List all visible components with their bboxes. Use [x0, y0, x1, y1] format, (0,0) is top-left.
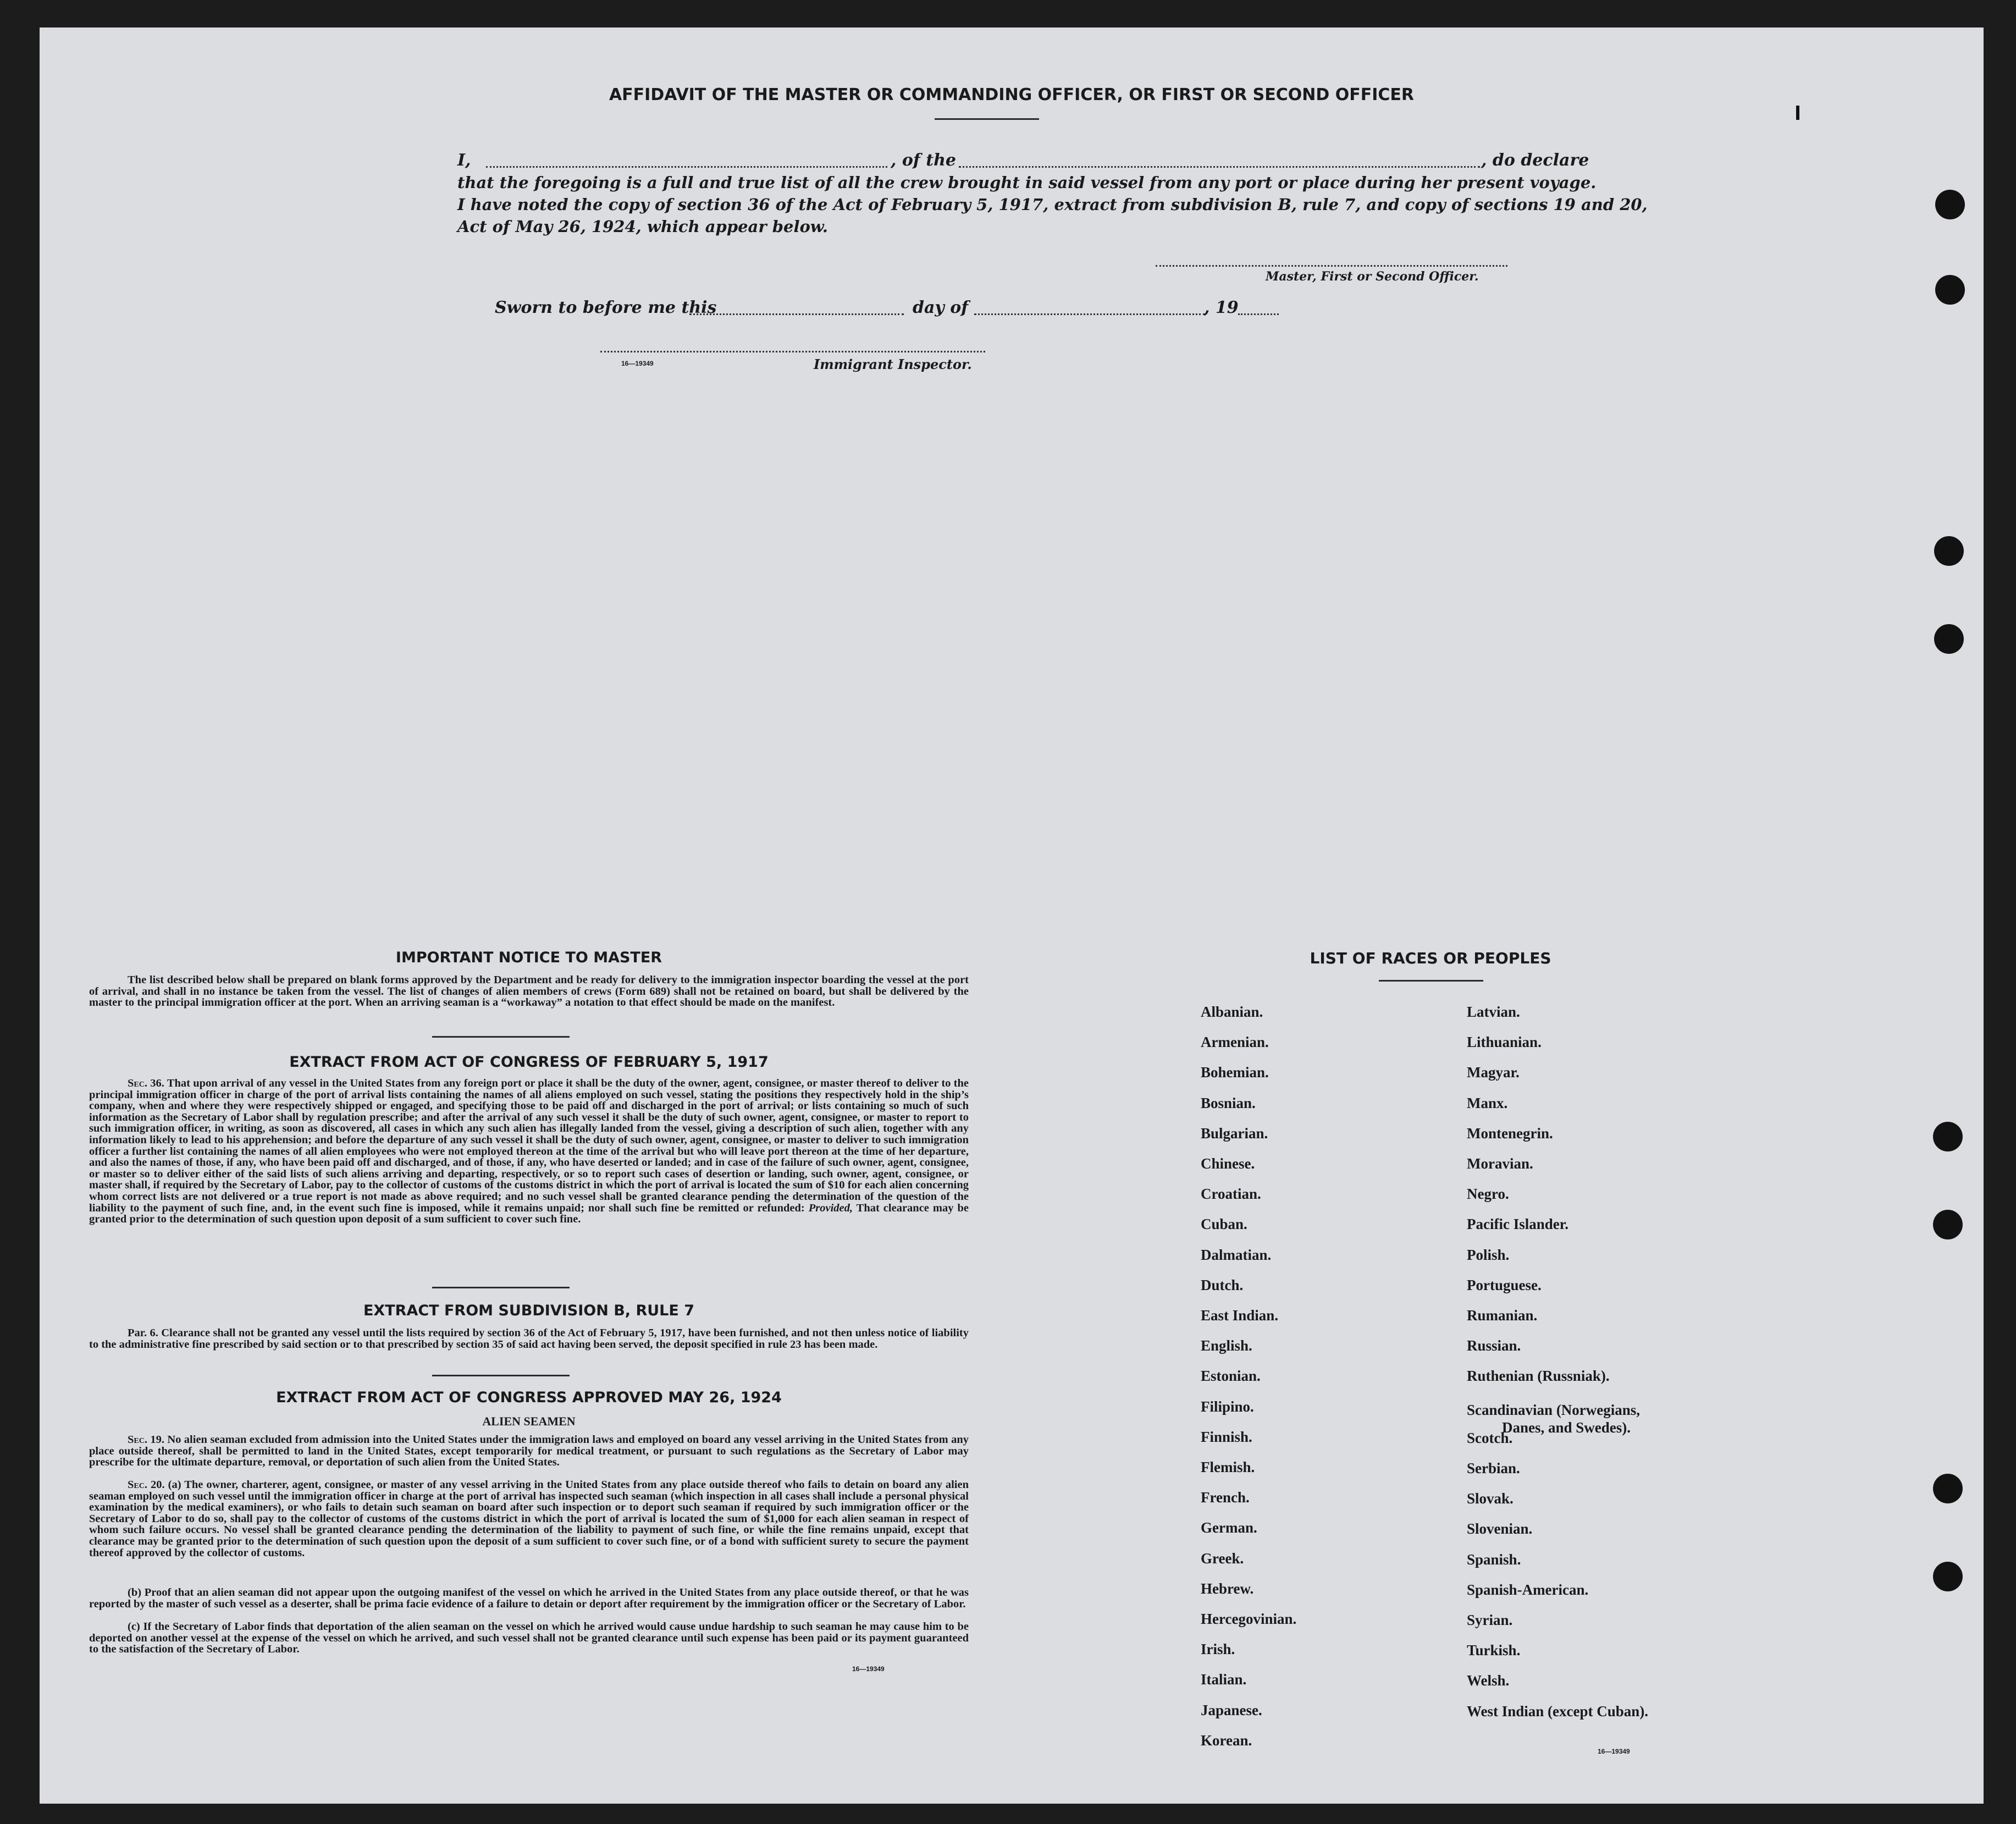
- race-item: Bosnian.: [1201, 1094, 1256, 1111]
- extract-rule7-title: EXTRACT FROM SUBDIVISION B, RULE 7: [363, 1302, 695, 1319]
- sec-19-body: No alien seaman excluded from admission into the United States under the immigration laws and employed on board any vessel arriving in the United States from any place outside thereof, shall be permitted to land in the United States, except temporarily for medical treatment, or pursuant to such regulations as the Secretary of Labor may prescribe for the ultimate departure, removal, or deportation of such alien from the United States.: [89, 1434, 969, 1469]
- do-declare-label: , do declare: [1481, 151, 1589, 170]
- divider-3: [432, 1375, 570, 1376]
- declaration-line-4: Act of May 26, 1924, which appear below.: [457, 217, 828, 236]
- binder-hole: [1934, 624, 1964, 654]
- sec-19-text: [89, 1434, 969, 1468]
- extract-form-number: 16—19349: [852, 1665, 885, 1673]
- day-of-label: day of: [913, 298, 969, 317]
- sworn-day-blank[interactable]: [689, 313, 904, 315]
- race-item: Scandinavian (Norwegians,: [1467, 1401, 1641, 1418]
- race-item: Scotch.: [1467, 1429, 1513, 1446]
- race-item: West Indian (except Cuban).: [1467, 1702, 1649, 1720]
- inspector-signature-blank[interactable]: [600, 351, 985, 352]
- race-item: Flemish.: [1201, 1459, 1255, 1475]
- of-the-label: , of the: [891, 151, 957, 170]
- race-item: Bohemian.: [1201, 1064, 1269, 1081]
- proviso-text: That clearance may be granted prior to the determination of such question upon deposit of a sum sufficient to cover such fine.: [89, 1202, 969, 1226]
- race-item: Italian.: [1201, 1671, 1247, 1688]
- declaration-line-2: that the foregoing is a full and true list of all the crew brought in said vessel from any port or place during her present voyage.: [457, 173, 1597, 192]
- title-underline: [935, 118, 1039, 120]
- sworn-label: Sworn to before me this: [495, 298, 717, 317]
- race-item: Armenian.: [1201, 1034, 1269, 1051]
- divider-1: [432, 1036, 570, 1038]
- race-item: Bulgarian.: [1201, 1125, 1268, 1142]
- race-item: Greek.: [1201, 1550, 1244, 1567]
- race-item: Dalmatian.: [1201, 1246, 1272, 1263]
- race-item: Portuguese.: [1467, 1276, 1542, 1293]
- notice-text: The list described below shall be prepared on blank forms approved by the Department and be ready for delivery to the immigration inspector boarding the vessel at the port of arrival, and shall in no instance be taken from the vessel. The list of changes of alien members of crews (Form 689) shall not be retained on board, but shall be delivered by the master to the principal immigration officer at the port. When an arriving seaman is a “workaway” a notation to that effect should be made on the manifest.: [89, 974, 969, 1009]
- sec-36-body: That upon arrival of any vessel in the United States from any foreign port or place it shall be the duty of the owner, agent, consignee, or master thereof to deliver to the principal immigration officer in charge of the port of arrival lists containing the names of all aliens employed on such vessel, stating the positions they respectively hold in the ship’s company, when and where they were respectively shipped or engaged, and specifying those to be paid off and discharged in the port of arrival; or lists containing so much of such information as the Secretary of Labor shall by regulation prescribe; and after the arrival of any such vessel it shall be the duty of such owner, agent, consignee, or master to report to such immigration officer, in writing, as soon as discovered, all cases in which any such alien has illegally landed from the vessel, giving a description of such alien, together with any information likely to lead to his apprehension; and before the departure of any such vessel it shall be the duty of such owner, agent, consignee, or master to deliver to such immigration officer a further list containing the names of all alien employees who were not employed thereon at the time of the arrival but who will leave port thereon at the time of her departure, and also the names of those, if any, who have been paid off and discharged, and of those, if any, who have deserted or landed; and in case of the failure of such owner, agent, consignee, or master so to deliver either of the said lists of such aliens arriving and departing, respectively, or so to report such cases of desertion or landing, such owner, agent, consignee, or master shall, if required by the Secretary of Labor, pay to the collector of customs of the customs district in which the port of arrival is located the sum of $10 for each alien concerning whom correct lists are not delivered or a true report is not made as above required; and no such vessel shall be granted clearance pending the determination of the question of the liability to the payment of such fine, and, in the event such fine is imposed, while it remains unpaid; nor shall such fine be remitted or refunded:: [89, 1077, 969, 1214]
- sec-20a-text: [89, 1479, 969, 1558]
- alien-seamen-subtitle: ALIEN SEAMEN: [482, 1414, 576, 1428]
- declaration-line-3: I have noted the copy of section 36 of the Act of February 5, 1917, extract from subdivision B, rule 7, and copy of sections 19 and 20,: [457, 195, 1648, 214]
- race-item: Korean.: [1201, 1732, 1252, 1749]
- race-item: Pacific Islander.: [1467, 1216, 1568, 1233]
- race-item: French.: [1201, 1489, 1250, 1506]
- extract-1917-text: [89, 1078, 969, 1225]
- signature-label: Master, First or Second Officer.: [1266, 269, 1479, 284]
- race-item: Russian.: [1467, 1337, 1521, 1354]
- binder-hole: [1935, 190, 1965, 219]
- race-item: Latvian.: [1467, 1004, 1520, 1020]
- sec-20b-text: (b) Proof that an alien seaman did not appear upon the outgoing manifest of the vessel on which he arrived in the United States from any place outside thereof, or that he was reported by the master of such vessel as a deserter, shall be prima facie evidence of a failure to detain or deport after requirement by the immigration officer or the Secretary of Labor.: [89, 1586, 969, 1610]
- declaration-i: I,: [457, 151, 471, 170]
- affidavit-title: AFFIDAVIT OF THE MASTER OR COMMANDING OFFICER, OR FIRST OR SECOND OFFICER: [609, 85, 1415, 104]
- race-item: Lithuanian.: [1467, 1034, 1542, 1051]
- sec-20c-text: (c) If the Secretary of Labor finds that deportation of the alien seaman on the vessel on which he arrived would cause undue hardship to such seaman he may cause him to be deported on another vessel at the expense of the vessel on which he arrived, and such vessel shall not be granted clearance until such expense has been paid or its payment guaranteed to the satisfaction of the Secretary of Labor.: [89, 1621, 969, 1656]
- binder-hole: [1935, 275, 1965, 305]
- race-item: Montenegrin.: [1467, 1125, 1553, 1142]
- sec-19-label: Sec. 19.: [128, 1434, 164, 1446]
- race-item: Syrian.: [1467, 1612, 1513, 1628]
- race-item: English.: [1201, 1337, 1252, 1354]
- notice-title: IMPORTANT NOTICE TO MASTER: [395, 949, 662, 966]
- proviso-label: Provided,: [808, 1202, 853, 1214]
- race-item: Estonian.: [1201, 1368, 1261, 1385]
- race-item: Cuban.: [1201, 1216, 1247, 1233]
- binder-hole: [1933, 1562, 1963, 1591]
- race-item: Manx.: [1467, 1094, 1508, 1111]
- name-blank[interactable]: [486, 166, 887, 168]
- race-item: Hebrew.: [1201, 1580, 1254, 1597]
- race-item: East Indian.: [1201, 1307, 1279, 1324]
- race-item: Welsh.: [1467, 1672, 1510, 1689]
- race-item: Finnish.: [1201, 1428, 1252, 1445]
- race-item: Ruthenian (Russniak).: [1467, 1368, 1610, 1385]
- race-item: Hercegovinian.: [1201, 1611, 1297, 1627]
- race-item: Chinese.: [1201, 1155, 1255, 1172]
- sworn-year-blank[interactable]: [1238, 313, 1279, 315]
- affidavit-form-number: 16—19349: [621, 360, 654, 367]
- race-item: Spanish.: [1467, 1551, 1521, 1568]
- race-item: Serbian.: [1467, 1460, 1520, 1476]
- race-item: Rumanian.: [1467, 1307, 1538, 1324]
- race-item: Japanese.: [1201, 1701, 1262, 1718]
- signature-blank[interactable]: [1156, 265, 1507, 267]
- inspector-label: Immigrant Inspector.: [814, 356, 972, 372]
- races-title: LIST OF RACES OR PEOPLES: [1310, 949, 1551, 967]
- race-item: Polish.: [1467, 1246, 1510, 1263]
- race-item: Slovenian.: [1467, 1520, 1533, 1538]
- binder-hole: [1933, 1210, 1963, 1239]
- race-item: Moravian.: [1467, 1155, 1533, 1172]
- binder-hole: [1933, 1474, 1963, 1503]
- divider-2: [432, 1287, 570, 1288]
- race-item: Irish.: [1201, 1641, 1235, 1658]
- race-item: Albanian.: [1201, 1004, 1263, 1020]
- edge-mark: [1796, 106, 1799, 120]
- extract-1917-title: EXTRACT FROM ACT OF CONGRESS OF FEBRUARY 5, 1917: [289, 1054, 769, 1071]
- sec-20a-body: (a) The owner, charterer, agent, consignee, or master of any vessel arriving in the United States from any place outside thereof who fails to detain on board any alien seaman employed on such vessel until the immigration officer in charge at the port of arrival has inspected such seaman (which inspection in all cases shall include a personal physical examination by the medical examiners), or who fails to detain such seaman on board after such inspection or to deport such seaman if required by such immigration officer or the Secretary of Labor to do so, shall pay to the collector of customs of the customs district in which the port of arrival is located the sum of $1,000 for each alien seaman in respect of whom such failure occurs. No vessel shall be granted clearance pending the determination of the liability to payment of such fine, or while the fine remains unpaid, except that clearance may be granted prior to the determination of such question upon the deposit of a sum sufficient to cover such fine, or of a bond with sufficient surety to secure the payment thereof approved by the collector of customs.: [89, 1479, 969, 1559]
- sec-36-label: Sec. 36.: [128, 1077, 164, 1089]
- race-item: Croatian.: [1201, 1186, 1261, 1203]
- extract-1924-title: EXTRACT FROM ACT OF CONGRESS APPROVED MAY 26, 1924: [276, 1389, 782, 1406]
- race-item: Dutch.: [1201, 1276, 1244, 1293]
- year-label: , 19: [1204, 298, 1239, 317]
- sworn-month-blank[interactable]: [974, 313, 1205, 315]
- race-item: Danes, and Swedes).: [1502, 1419, 1631, 1436]
- race-item: Negro.: [1467, 1186, 1509, 1203]
- sec-20-label: Sec. 20.: [128, 1479, 165, 1491]
- form-page: [40, 27, 1984, 1804]
- race-item: Magyar.: [1467, 1064, 1520, 1081]
- race-item: Turkish.: [1467, 1642, 1521, 1659]
- binder-hole: [1933, 1122, 1963, 1151]
- races-underline: [1379, 980, 1483, 982]
- vessel-blank[interactable]: [959, 166, 1480, 168]
- race-item: Slovak.: [1467, 1490, 1514, 1507]
- binder-hole: [1934, 536, 1964, 566]
- race-item: Spanish-American.: [1467, 1581, 1589, 1598]
- extract-rule7-text: Par. 6. Clearance shall not be granted any vessel until the lists required by section 36 of the Act of February 5, 1917, have been furnished, and not then unless notice of liability to the administrative fine prescribed by said section or to that prescribed by section 35 of said act having been served, the deposit specified in rule 23 has been made.: [89, 1327, 969, 1351]
- race-item: German.: [1201, 1519, 1257, 1536]
- races-form-number: 16—19349: [1598, 1748, 1630, 1755]
- race-item: Filipino.: [1201, 1398, 1254, 1415]
